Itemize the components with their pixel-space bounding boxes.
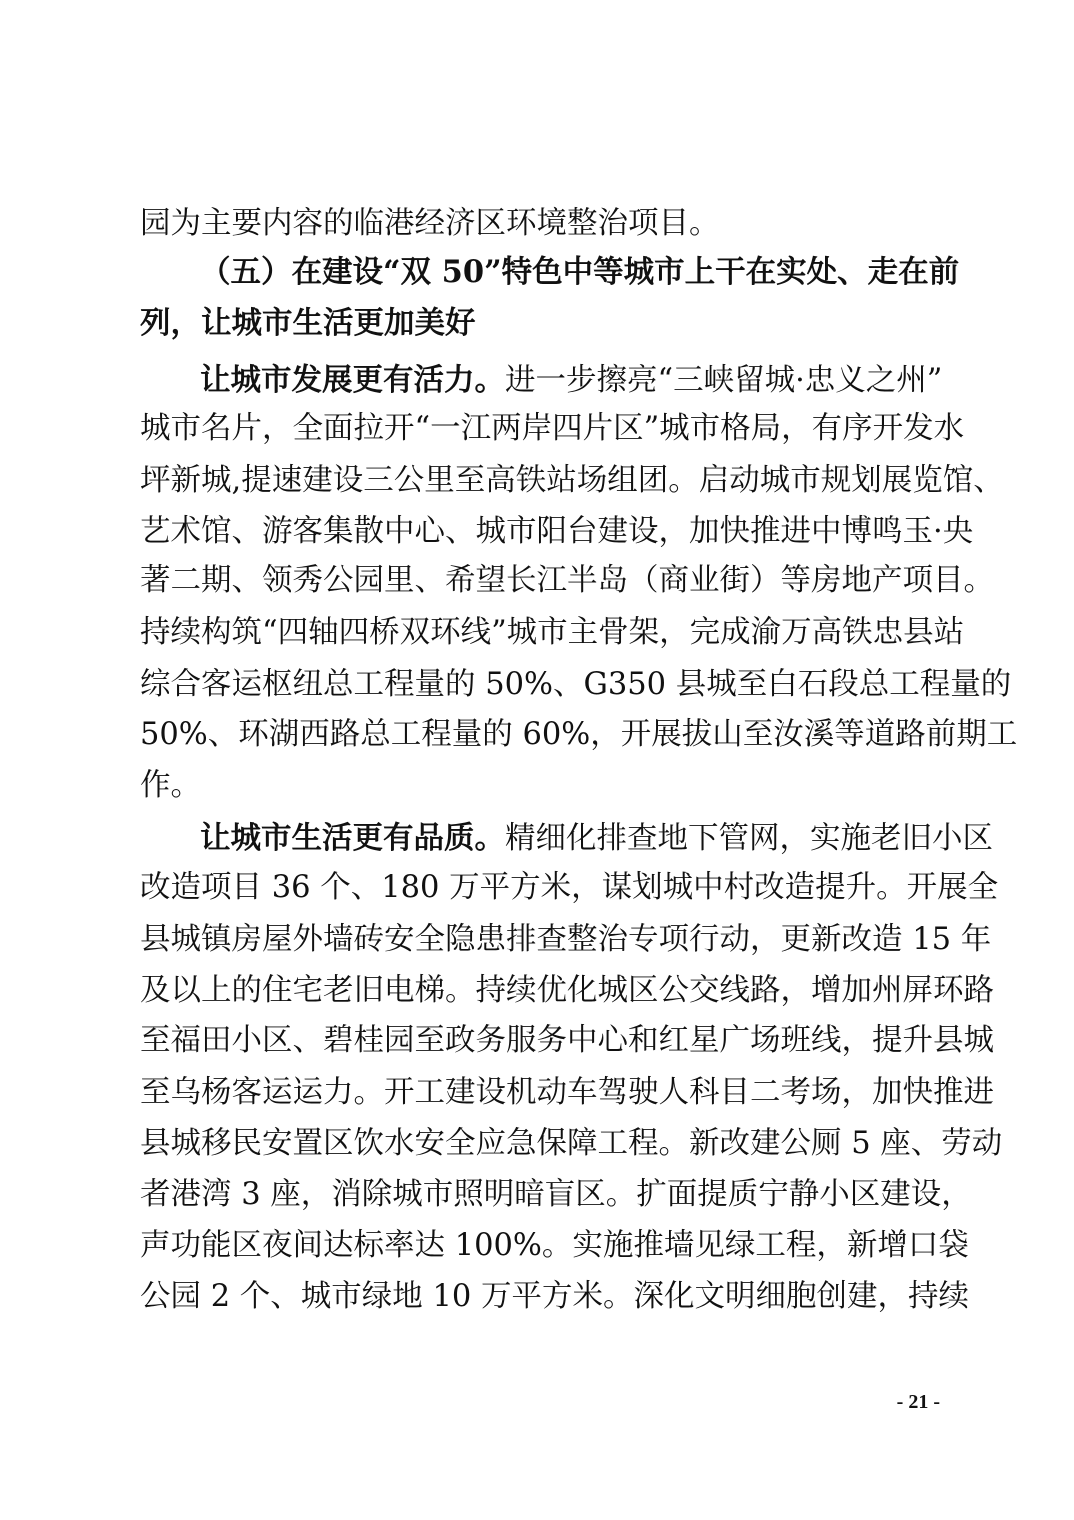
text-line: 至福田小区、碧桂园至政务服务中心和红星广场班线，提升县城 [140, 1023, 994, 1058]
text-line: 园为主要内容的临港经济区环境整治项目。 [140, 206, 720, 241]
section-heading-continued: 列，让城市生活更加美好 [140, 305, 476, 341]
text-line: 县城移民安置区饮水安全应急保障工程。新改建公厕 5 座、劳动 [140, 1126, 1003, 1161]
text-line: 公园 2 个、城市绿地 10 万平方米。深化文明细胞创建，持续 [140, 1279, 969, 1314]
paragraph-first-line [200, 355, 943, 405]
text-line: 持续构筑“四轴四桥双环线”城市主骨架，完成渝万高铁忠县站 [140, 615, 965, 650]
text-line: 作。 [140, 768, 201, 803]
text-line: 声功能区夜间达标率达 100%。实施推墙见绿工程，新增口袋 [140, 1228, 969, 1263]
text-line: 县城镇房屋外墙砖安全隐患排查整治专项行动，更新改造 15 年 [140, 922, 992, 957]
paragraph-lead: 让城市发展更有活力。 [200, 362, 505, 398]
text-line: 者港湾 3 座，消除城市照明暗盲区。扩面提质宁静小区建设， [140, 1177, 972, 1212]
text-line: 城市名片，全面拉开“一江两岸四片区”城市格局，有序开发水 [140, 411, 965, 446]
text-line: 坪新城,提速建设三公里至高铁站场组团。启动城市规划展览馆、 [140, 463, 1004, 498]
section-heading: （五）在建设“双 50”特色中等城市上干在实处、走在前 [200, 254, 960, 290]
text-line: 综合客运枢纽总工程量的 50%、G350 县城至白石段总工程量的 [140, 667, 1012, 702]
text-line: 艺术馆、游客集散中心、城市阳台建设，加快推进中博鸣玉·央 [140, 514, 974, 549]
text-line: 及以上的住宅老旧电梯。持续优化城区公交线路，增加州屏环路 [140, 973, 994, 1008]
paragraph-lead: 让城市生活更有品质。 [200, 820, 505, 856]
text-line: 改造项目 36 个、180 万平方米，谋划城中村改造提升。开展全 [140, 870, 999, 905]
text-line: 50%、环湖西路总工程量的 60%，开展拔山至汝溪等道路前期工 [140, 717, 1018, 752]
paragraph-first-line [200, 813, 993, 863]
page-number: - 21 - [896, 1391, 940, 1413]
text-line: 著二期、领秀公园里、希望长江半岛（商业街）等房地产项目。 [140, 563, 994, 598]
paragraph-text: 进一步擦亮“三峡留城·忠义之州” [505, 363, 943, 398]
paragraph-text: 精细化排查地下管网，实施老旧小区 [505, 821, 993, 856]
text-line: 至乌杨客运运力。开工建设机动车驾驶人科目二考场，加快推进 [140, 1075, 994, 1110]
